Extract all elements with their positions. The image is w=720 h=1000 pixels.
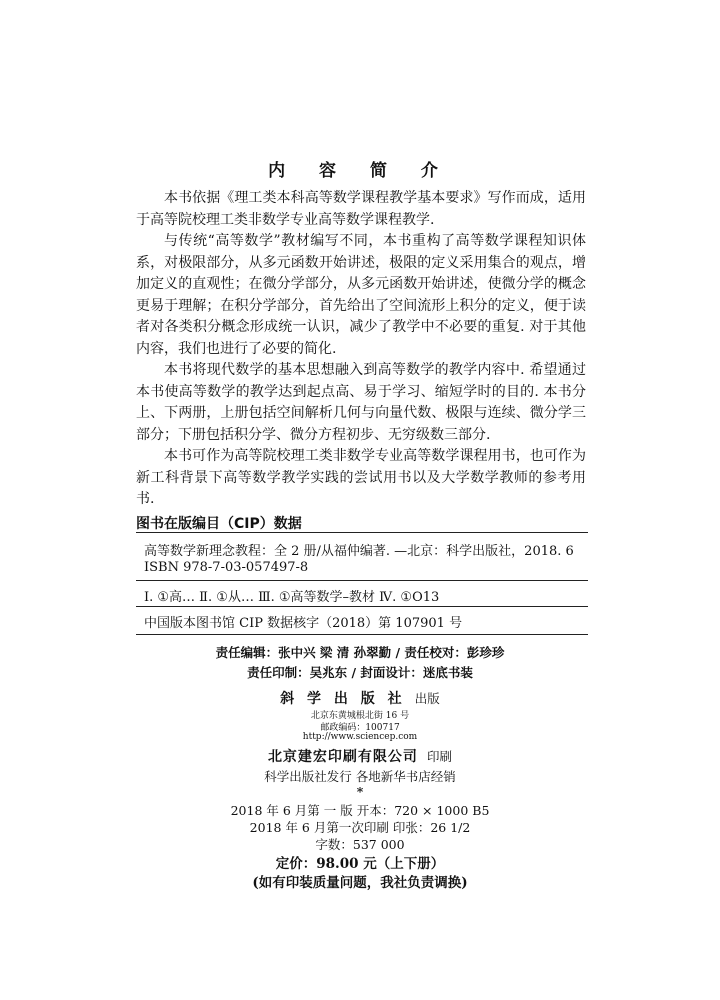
separator-star: * <box>356 784 364 799</box>
publisher-website: http://www.sciencep.com <box>302 732 418 742</box>
quality-notice: (如有印装质量问题，我社负责调换) <box>252 875 468 891</box>
cip-heading: 图书在版编目（CIP）数据 <box>136 516 302 532</box>
edition-line: 2018 年 6 月第 一 版 开本：720 × 1000 B5 <box>230 803 490 818</box>
printer-action: 印刷 <box>427 749 453 764</box>
intro-paragraph: 本书将现代数学的基本思想融入到高等数学的教学内容中. 希望通过本书使高等数学的教学达到起点高、易于学习、缩短学时的目的. 本书分上、下两册，上册包括空间解析几何与向量代数、极限与连续、微分学三部分；下册包括积分学、微分方程初步、无穷级数三部分. <box>136 362 586 443</box>
cip-divider <box>136 606 588 607</box>
intro-paragraph: 本书可作为高等院校理工类非数学专业高等数学课程用书，也可作为新工科背景下高等数学教学实践的尝试用书以及大学数学教师的参考用书. <box>136 448 586 507</box>
printer-name: 北京建宏印刷有限公司 <box>267 749 418 765</box>
publisher-line <box>0 688 720 708</box>
cip-classification: Ⅰ. ①高… Ⅱ. ①从… Ⅲ. ①高等数学–教材 Ⅳ. ①O13 <box>144 590 440 605</box>
publisher-action: 出版 <box>414 691 440 706</box>
intro-paragraph: 本书依据《理工类本科高等数学课程教学基本要求》写作而成，适用于高等院校理工类非数学专业高等数学课程教学. <box>136 190 586 228</box>
publisher-address: 北京东黄城根北街 16 号 <box>310 711 410 721</box>
publisher-postcode: 邮政编码：100717 <box>320 723 400 733</box>
cip-divider <box>136 580 588 581</box>
cip-isbn: ISBN 978-7-03-057497-8 <box>144 560 309 575</box>
cip-block <box>136 532 588 635</box>
intro-paragraph: 与传统“高等数学”教材编写不同，本书重构了高等数学课程知识体系，对极限部分，从多元函数开始讲述，极限的定义采用集合的观点，增加定义的直观性；在微分学部分，从多元函数开始讲述，使微分学的概念更易于理解；在积分学部分，首先给出了空间流形上积分的定义，便于读者对各类积分概念形成统一认识，减少了教学中不必要的重复. 对于其他内容，我们也进行了必要的简化. <box>136 233 586 357</box>
printer-line <box>0 746 720 766</box>
publisher-name: 斜 学 出 版 社 <box>280 691 406 707</box>
cip-title-line: 高等数学新理念教程：全 2 册/从福仲编著. —北京：科学出版社，2018. 6 <box>144 544 574 559</box>
word-count: 字数：537 000 <box>315 837 405 852</box>
printing-line: 2018 年 6 月第一次印刷 印张：26 1/2 <box>249 820 471 835</box>
introduction <box>136 188 586 511</box>
distribution-line: 科学出版社发行 各地新华书店经销 <box>264 769 456 784</box>
price: 定价：98.00 元（上下册） <box>275 856 445 872</box>
print-design-line: 责任印制：吴兆东 / 封面设计：迷底书装 <box>247 665 473 680</box>
page-title: 内 容 简 介 <box>268 161 452 181</box>
editors-line: 责任编辑：张中兴 梁 清 孙翠勤 / 责任校对：彭珍珍 <box>215 645 505 660</box>
cip-record-number: 中国版本图书馆 CIP 数据核字（2018）第 107901 号 <box>144 616 463 631</box>
